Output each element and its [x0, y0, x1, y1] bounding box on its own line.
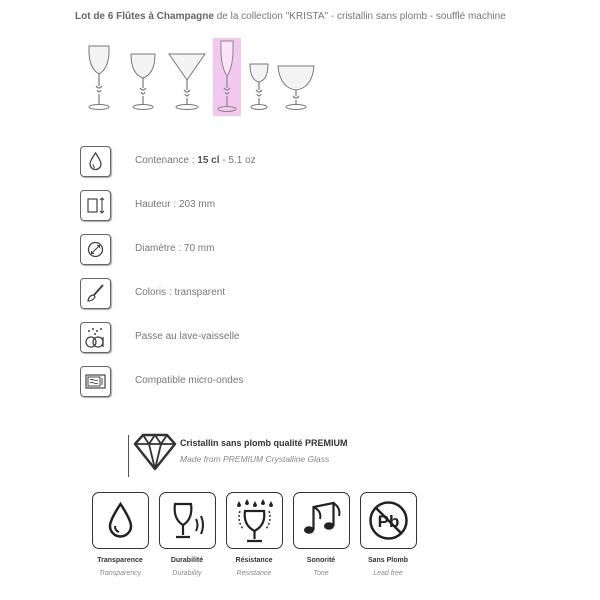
spec-microwave: [80, 366, 340, 398]
product-title: [75, 11, 506, 22]
resistance-icon: [226, 492, 283, 549]
spec-capacity: [80, 146, 340, 178]
dishwasher-icon: [80, 322, 111, 353]
drop-icon: [92, 492, 149, 549]
wine-glass-1[interactable]: [84, 38, 114, 113]
feature-label: Résistance: [235, 557, 273, 564]
premium-subtitle: Made from PREMIUM Crystalline Glass: [180, 454, 330, 464]
champagne-flute[interactable]: [213, 38, 241, 116]
feature-label: Transparence: [97, 557, 143, 564]
spec-diameter: [80, 234, 340, 266]
spec-height: [80, 190, 340, 222]
svg-text:Pb: Pb: [377, 512, 400, 531]
spec-capacity-value: 15 cl: [197, 155, 220, 166]
diameter-icon: [80, 234, 111, 265]
feature-sublabel: Transparency: [98, 570, 142, 577]
feature-sublabel: Tone: [313, 570, 329, 577]
feature-label: Sans Plomb: [367, 557, 409, 564]
martini-glass[interactable]: [167, 38, 207, 113]
premium-title: Cristallin sans plomb qualité PREMIUM: [180, 438, 348, 448]
small-glass[interactable]: [247, 38, 271, 113]
drop-icon: [80, 146, 111, 177]
product-title-rest: de la collection "KRISTA" - cristallin sans plomb - soufflé machine: [213, 11, 506, 22]
brush-icon: [80, 278, 111, 309]
spec-dishwasher: [80, 322, 340, 354]
spec-dishwasher-text: Passe au lave-vaisselle: [135, 331, 240, 342]
divider: [128, 435, 131, 477]
spec-capacity-label: Contenance :: [135, 155, 198, 166]
spec-capacity-text: [135, 155, 256, 166]
feature-label: Durabilité: [170, 557, 204, 564]
glass-selector: [80, 38, 320, 118]
product-title-bold: Lot de 6 Flûtes à Champagne: [75, 11, 214, 22]
music-note-icon: [293, 492, 350, 549]
spec-microwave-text: Compatible micro-ondes: [135, 375, 244, 386]
height-icon: [80, 190, 111, 221]
feature-label: Sonorité: [306, 557, 336, 564]
spec-diameter-text: Diamètre : 70 mm: [135, 243, 215, 254]
diamond-icon: [133, 432, 177, 477]
wine-glass-2[interactable]: [128, 38, 158, 113]
spec-height-text: Hauteur : 203 mm: [135, 199, 216, 210]
feature-sublabel: Lead free: [373, 570, 403, 577]
feature-sublabel: Resistance: [236, 570, 272, 577]
spec-color: [80, 278, 340, 310]
spec-capacity-suffix: - 5.1 oz: [219, 155, 256, 166]
no-lead-icon: [360, 492, 417, 549]
feature-sublabel: Durability: [172, 570, 202, 577]
microwave-icon: [80, 366, 111, 397]
spec-color-text: Coloris : transparent: [135, 287, 226, 298]
glass-icon: [159, 492, 216, 549]
premium-banner: [128, 430, 388, 480]
coupe-glass[interactable]: [276, 38, 316, 113]
